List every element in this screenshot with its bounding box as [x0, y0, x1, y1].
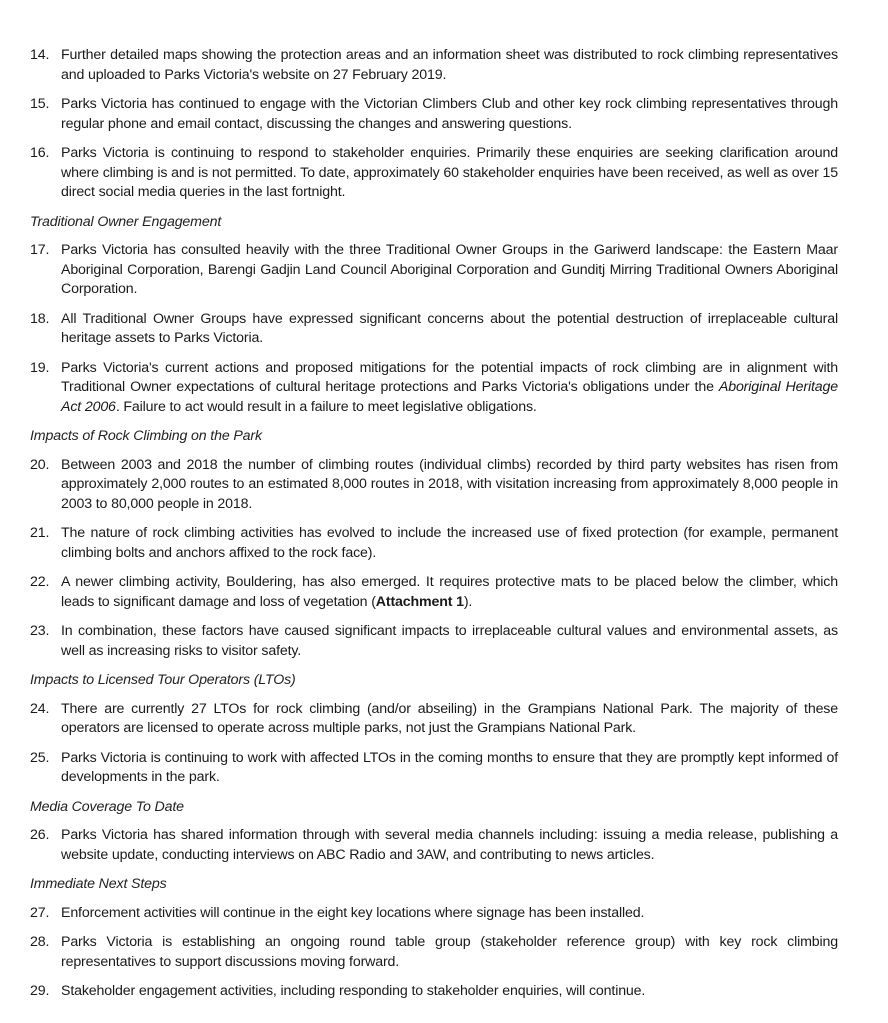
item-text: Between 2003 and 2018 the number of climbing routes (individual climbs) recorded by third party websites has risen from approximately 2,000 routes to an estimated 8,000 routes in 2018, with visitation increasing from approximately 8,000 people in 2003 to 80,000 people in 2018. [61, 456, 838, 512]
item-number: 16. [30, 145, 50, 161]
item-text: Parks Victoria has continued to engage with the Victorian Climbers Club and other key rock climbing representatives through regular phone and email contact, discussing the changes and answering questions. [61, 96, 838, 132]
item-text: The nature of rock climbing activities has evolved to include the increased use of fixed protection (for example, permanent climbing bolts and anchors affixed to the rock face). [61, 525, 838, 561]
list-item-21 [30, 524, 838, 563]
item-number: 17. [30, 242, 50, 258]
list-item-23 [30, 622, 838, 661]
item-text: Parks Victoria has consulted heavily with the three Traditional Owner Groups in the Gariwerd landscape: the Eastern Maar Aboriginal Corporation, Barengi Gadjin Land Council Aboriginal Corporation and Gunditj Mirring Traditional Owners Aboriginal Corporation. [61, 242, 838, 297]
list-item-18 [30, 310, 838, 349]
item-text: Parks Victoria is continuing to respond to stakeholder enquiries. Primarily these enquiries are seeking clarification around where climbing is and is not permitted. To date, approximately 60 stakeholder enquiries have been received, as well as over 15 direct social media queries in the last fortnight. [61, 145, 838, 200]
item-number: 23. [30, 623, 50, 639]
list-item-22 [30, 573, 838, 612]
item-number: 19. [30, 359, 50, 376]
item-text: All Traditional Owner Groups have expressed significant concerns about the potential destruction of irreplaceable cultural heritage assets to Parks Victoria. [61, 310, 838, 346]
item-text-part: . Failure to act would result in a failure to meet legislative obligations. [115, 398, 537, 415]
list-item-26 [30, 826, 838, 865]
attachment-reference: Attachment 1 [375, 593, 464, 610]
list-item-19 [30, 359, 838, 418]
list-item-16 [30, 144, 838, 203]
item-number: 21. [30, 525, 50, 541]
item-number: 24. [30, 700, 50, 717]
item-number: 28. [30, 934, 50, 950]
list-item-27 [30, 904, 838, 924]
section-heading-traditional-owner-engagement: Traditional Owner Engagement [30, 213, 222, 230]
item-number: 25. [30, 749, 50, 766]
item-number: 15. [30, 96, 50, 112]
list-item-17 [30, 241, 838, 300]
item-number: 18. [30, 310, 50, 327]
list-item-15 [30, 95, 838, 134]
item-text: Parks Victoria is establishing an ongoing round table group (stakeholder reference group) with key rock climbing representatives to support discussions moving forward. [61, 934, 838, 970]
item-text: Stakeholder engagement activities, including responding to stakeholder enquiries, will continue. [61, 983, 646, 999]
item-text [61, 359, 838, 418]
item-text-part: ). [463, 593, 473, 610]
item-text: Parks Victoria is continuing to work with affected LTOs in the coming months to ensure that they are promptly kept informed of developments in the park. [61, 749, 838, 785]
item-text [61, 573, 838, 612]
section-heading-impacts-of-rock-climbing: Impacts of Rock Climbing on the Park [30, 428, 262, 444]
item-text-part: Parks Victoria's current actions and proposed mitigations for the potential impacts of rock climbing are in alignment with Traditional Owner expectations of cultural heritage protections and Parks Victoria's obligations under the [61, 359, 838, 395]
item-number: 22. [30, 574, 50, 590]
item-number: 29. [30, 983, 50, 999]
item-text-part: A newer climbing activity, Bouldering, has also emerged. It requires protective mats to be placed below the climber, which leads to significant damage and loss of vegetation ( [61, 574, 838, 610]
section-heading-immediate-next-steps: Immediate Next Steps [30, 876, 167, 892]
document-page [30, 46, 838, 1012]
list-item-14 [30, 46, 838, 85]
item-text: There are currently 27 LTOs for rock climbing (and/or abseiling) in the Grampians National Park. The majority of these operators are licensed to operate across multiple parks, not just the Grampians National Park. [61, 700, 838, 736]
item-number: 20. [30, 456, 50, 473]
item-text: Further detailed maps showing the protection areas and an information sheet was distributed to rock climbing representatives and uploaded to Parks Victoria's website on 27 February 2019. [61, 47, 838, 83]
item-text: Enforcement activities will continue in the eight key locations where signage has been installed. [61, 904, 645, 921]
list-item-28 [30, 933, 838, 972]
list-item-24 [30, 700, 838, 739]
section-heading-media-coverage: Media Coverage To Date [30, 798, 184, 815]
item-number: 14. [30, 47, 50, 63]
list-item-29 [30, 982, 838, 1002]
section-heading-impacts-to-ltos: Impacts to Licensed Tour Operators (LTOs) [30, 672, 296, 688]
act-title: Aboriginal Heritage Act 2006 [61, 379, 838, 415]
item-number: 27. [30, 904, 50, 921]
list-item-25 [30, 749, 838, 788]
item-number: 26. [30, 827, 50, 843]
item-text: In combination, these factors have caused significant impacts to irreplaceable cultural values and environmental assets, as well as increasing risks to visitor safety. [61, 623, 838, 659]
list-item-20 [30, 456, 838, 515]
item-text: Parks Victoria has shared information through with several media channels including: issuing a media release, publishing a website update, conducting interviews on ABC Radio and 3AW, and contributing to news articles. [61, 827, 838, 863]
